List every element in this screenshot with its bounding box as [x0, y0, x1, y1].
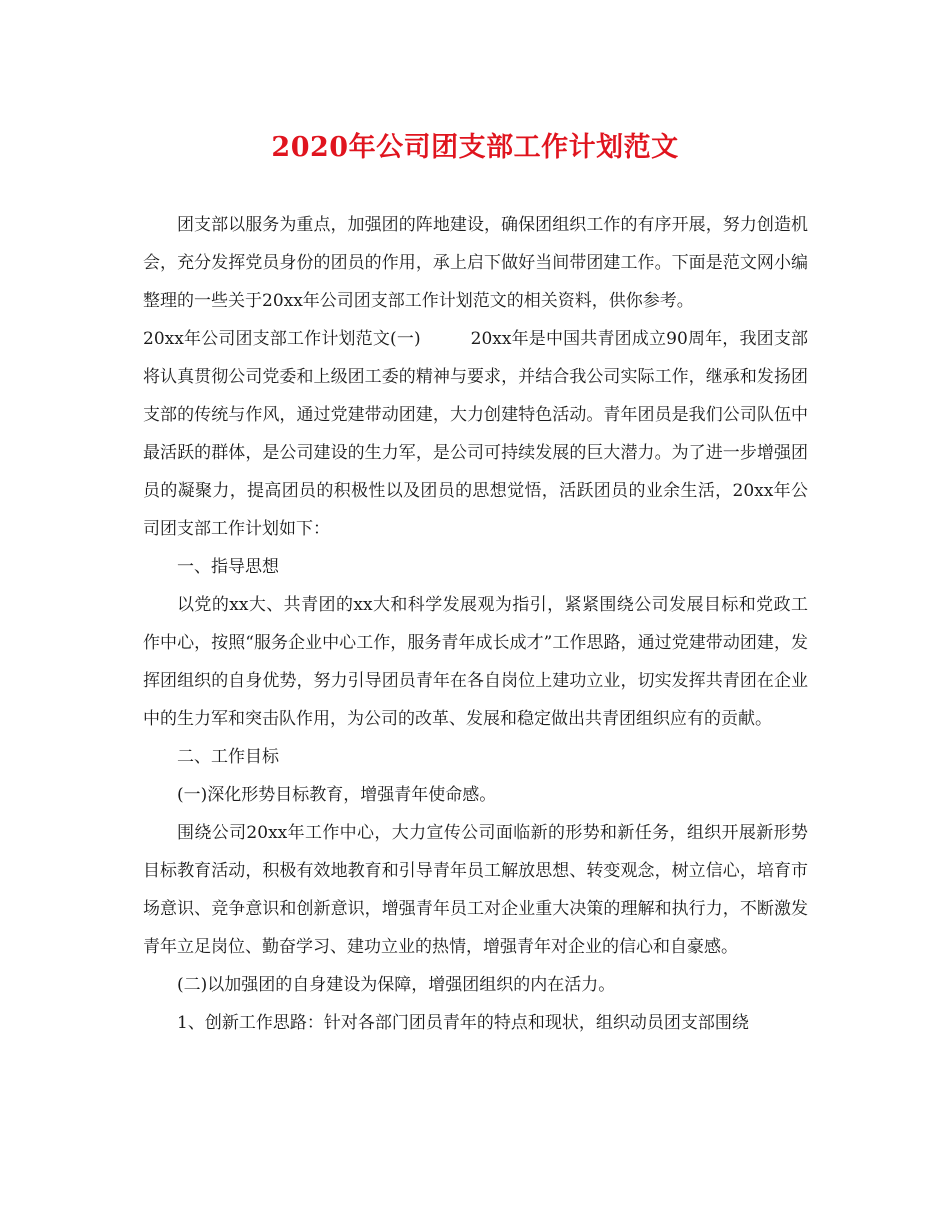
section-paragraph [143, 320, 808, 548]
paragraph-goal-1: 围绕公司20xx年工作中心，大力宣传公司面临新的形势和新任务，组织开展新形势目标教育活动，积极有效地教育和引导青年员工解放思想、转变观念，树立信心，培育市场意识、竞争意识和创新意识，增强青年员工对企业重大决策的理解和执行力，不断激发青年立足岗位、勤奋学习、建功立业的热情，增强青年对企业的信心和自豪感。 [143, 823, 808, 957]
document-body [143, 206, 808, 1042]
section-heading: 20xx年公司团支部工作计划范文(一) [143, 329, 421, 349]
subheading-goal-1: (一)深化形势目标教育，增强青年使命感。 [177, 785, 497, 805]
paragraph-guiding-ideology: 以党的xx大、共青团的xx大和科学发展观为指引，紧紧围绕公司发展目标和党政工作中心，按照“服务企业中心工作，服务青年成长成才”工作思路，通过党建带动团建，发挥团组织的自身优势，努力引导团员青年在各自岗位上建功立业，切实发挥共青团在企业中的生力军和突击队作用，为公司的改革、发展和稳定做出共青团组织应有的贡献。 [143, 595, 808, 729]
heading-work-goals: 二、工作目标 [177, 747, 279, 767]
intro-paragraph: 团支部以服务为重点，加强团的阵地建设，确保团组织工作的有序开展，努力创造机会，充分发挥党员身份的团员的作用，承上启下做好当间带团建工作。下面是范文网小编整理的一些关于20xx年公司团支部工作计划范文的相关资料，供你参考。 [143, 215, 808, 311]
subheading-goal-2: (二)以加强团的自身建设为保障，增强团组织的内在活力。 [177, 975, 616, 995]
paragraph-goal-2: 1、创新工作思路：针对各部门团员青年的特点和现状，组织动员团支部围绕 [177, 1013, 749, 1033]
document-title: 2020年公司团支部工作计划范文 [271, 132, 679, 163]
heading-guiding-ideology: 一、指导思想 [177, 557, 279, 577]
section-body: 20xx年是中国共青团成立90周年，我团支部将认真贯彻公司党委和上级团工委的精神与要求，并结合我公司实际工作，继承和发扬团支部的传统与作风，通过党建带动团建，大力创建特色活动。青年团员是我们公司队伍中最活跃的群体，是公司建设的生力军，是公司可持续发展的巨大潜力。为了进一步增强团员的凝聚力，提高团员的积极性以及团员的思想觉悟，活跃团员的业余生活，20xx年公司团支部工作计划如下： [143, 329, 808, 539]
